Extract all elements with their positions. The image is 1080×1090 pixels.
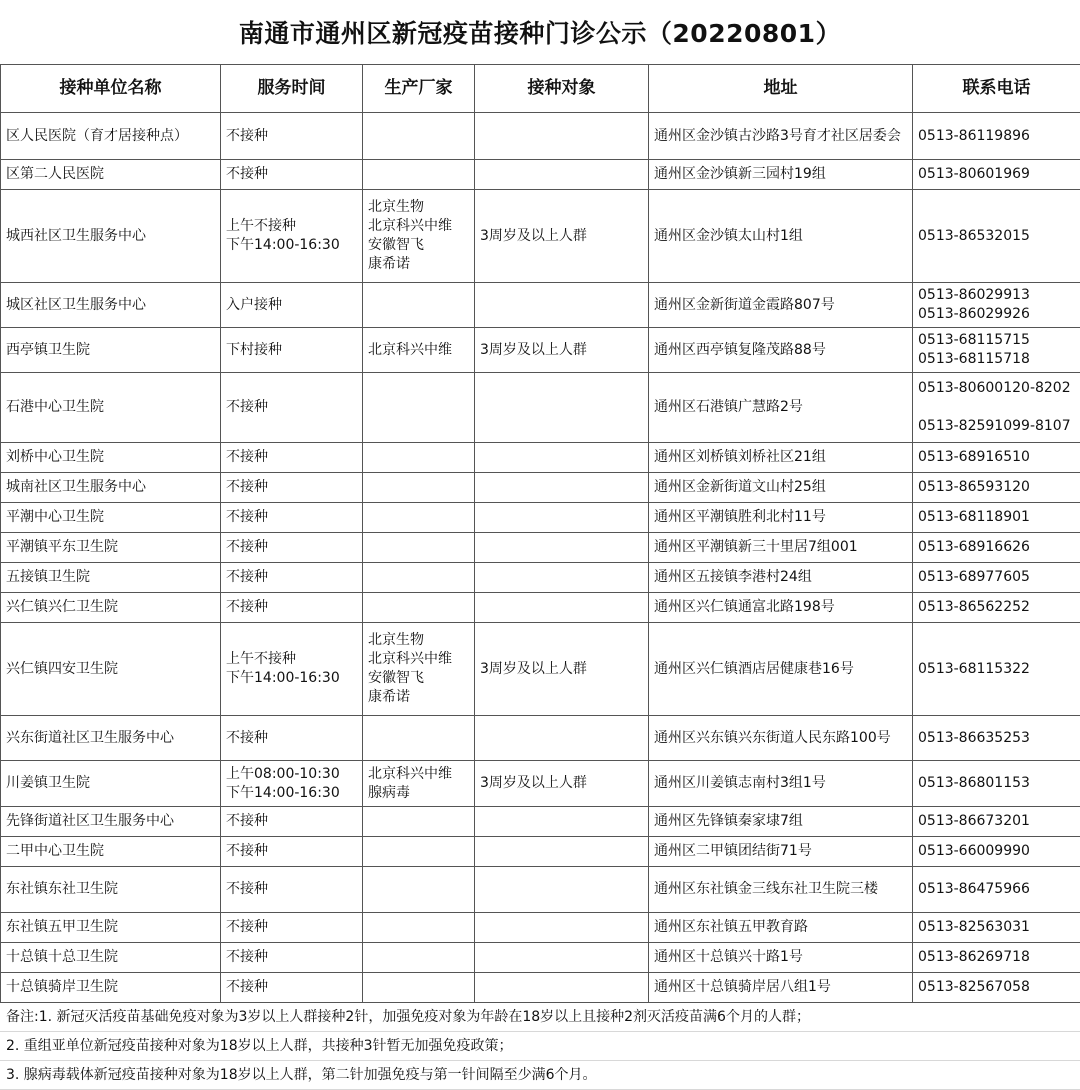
phone-cell: 0513-86593120 — [913, 473, 1080, 503]
page-title: 南通市通州区新冠疫苗接种门诊公示（20220801） — [238, 19, 842, 48]
header-unit-name: 接种单位名称 — [1, 65, 221, 113]
manufacturer-cell: 北京生物 北京科兴中维 安徽智飞 康希诺 — [363, 623, 475, 716]
phone-cell: 0513-80601969 — [913, 160, 1080, 190]
unit-name-cell: 区人民医院（育才居接种点） — [1, 113, 221, 160]
table-row — [1, 973, 1080, 1003]
table-row — [1, 190, 1080, 283]
manufacturer-cell — [363, 593, 475, 623]
manufacturer-cell — [363, 807, 475, 837]
phone-cell: 0513-68916510 — [913, 443, 1080, 473]
target-group-cell — [475, 837, 649, 867]
phone-cell: 0513-86801153 — [913, 761, 1080, 807]
table-header-row — [1, 65, 1080, 113]
unit-name-cell: 城南社区卫生服务中心 — [1, 473, 221, 503]
unit-name-cell: 二甲中心卫生院 — [1, 837, 221, 867]
target-group-cell — [475, 283, 649, 328]
service-time-cell: 不接种 — [221, 973, 363, 1003]
table-row — [1, 563, 1080, 593]
table-row — [1, 283, 1080, 328]
service-time-cell: 不接种 — [221, 837, 363, 867]
header-address: 地址 — [649, 65, 913, 113]
target-group-cell — [475, 373, 649, 443]
address-cell: 通州区兴仁镇通富北路198号 — [649, 593, 913, 623]
manufacturer-cell — [363, 973, 475, 1003]
phone-cell: 0513-86635253 — [913, 716, 1080, 761]
phone-cell: 0513-68977605 — [913, 563, 1080, 593]
unit-name-cell: 城区社区卫生服务中心 — [1, 283, 221, 328]
manufacturer-cell: 北京生物 北京科兴中维 安徽智飞 康希诺 — [363, 190, 475, 283]
target-group-cell: 3周岁及以上人群 — [475, 328, 649, 373]
unit-name-cell: 兴东街道社区卫生服务中心 — [1, 716, 221, 761]
table-row — [1, 113, 1080, 160]
manufacturer-cell — [363, 943, 475, 973]
service-time-cell: 不接种 — [221, 867, 363, 913]
manufacturer-cell: 北京科兴中维 — [363, 328, 475, 373]
note-line: 备注:1. 新冠灭活疫苗基础免疫对象为3岁以上人群接种2针，加强免疫对象为年龄在18岁以上且接种2剂灭活疫苗满6个月的人群； — [0, 1003, 1080, 1032]
phone-cell: 0513-86119896 — [913, 113, 1080, 160]
phone-cell: 0513-82567058 — [913, 973, 1080, 1003]
service-time-cell: 上午08:00-10:30 下午14:00-16:30 — [221, 761, 363, 807]
target-group-cell — [475, 807, 649, 837]
target-group-cell — [475, 716, 649, 761]
address-cell: 通州区十总镇兴十路1号 — [649, 943, 913, 973]
target-group-cell — [475, 913, 649, 943]
unit-name-cell: 东社镇东社卫生院 — [1, 867, 221, 913]
address-cell: 通州区金沙镇新三园村19组 — [649, 160, 913, 190]
unit-name-cell: 十总镇十总卫生院 — [1, 943, 221, 973]
unit-name-cell: 区第二人民医院 — [1, 160, 221, 190]
table-row — [1, 837, 1080, 867]
address-cell: 通州区十总镇骑岸居八组1号 — [649, 973, 913, 1003]
table-row — [1, 807, 1080, 837]
unit-name-cell: 城西社区卫生服务中心 — [1, 190, 221, 283]
unit-name-cell: 东社镇五甲卫生院 — [1, 913, 221, 943]
table-row — [1, 593, 1080, 623]
address-cell: 通州区兴东镇兴东街道人民东路100号 — [649, 716, 913, 761]
service-time-cell: 不接种 — [221, 160, 363, 190]
manufacturer-cell — [363, 867, 475, 913]
unit-name-cell: 西亭镇卫生院 — [1, 328, 221, 373]
header-phone: 联系电话 — [913, 65, 1080, 113]
target-group-cell — [475, 533, 649, 563]
phone-cell: 0513-86029913 0513-86029926 — [913, 283, 1080, 328]
manufacturer-cell — [363, 373, 475, 443]
service-time-cell: 不接种 — [221, 503, 363, 533]
target-group-cell: 3周岁及以上人群 — [475, 623, 649, 716]
service-time-cell: 不接种 — [221, 533, 363, 563]
address-cell: 通州区先锋镇秦家埭7组 — [649, 807, 913, 837]
service-time-cell: 不接种 — [221, 593, 363, 623]
service-time-cell: 不接种 — [221, 113, 363, 160]
address-cell: 通州区川姜镇志南村3组1号 — [649, 761, 913, 807]
table-row — [1, 943, 1080, 973]
phone-cell: 0513-86269718 — [913, 943, 1080, 973]
table-row — [1, 623, 1080, 716]
unit-name-cell: 川姜镇卫生院 — [1, 761, 221, 807]
manufacturer-cell: 北京科兴中维 腺病毒 — [363, 761, 475, 807]
table-row — [1, 328, 1080, 373]
target-group-cell — [475, 473, 649, 503]
address-cell: 通州区金新街道金霞路807号 — [649, 283, 913, 328]
phone-cell: 0513-86673201 — [913, 807, 1080, 837]
target-group-cell — [475, 443, 649, 473]
header-service-time: 服务时间 — [221, 65, 363, 113]
phone-cell: 0513-80600120-8202 0513-82591099-8107 — [913, 373, 1080, 443]
address-cell: 通州区平潮镇新三十里居7组001 — [649, 533, 913, 563]
service-time-cell: 不接种 — [221, 807, 363, 837]
table-row — [1, 716, 1080, 761]
address-cell: 通州区金新街道文山村25组 — [649, 473, 913, 503]
address-cell: 通州区刘桥镇刘桥社区21组 — [649, 443, 913, 473]
manufacturer-cell — [363, 283, 475, 328]
phone-cell: 0513-68115715 0513-68115718 — [913, 328, 1080, 373]
unit-name-cell: 平潮镇平东卫生院 — [1, 533, 221, 563]
unit-name-cell: 平潮中心卫生院 — [1, 503, 221, 533]
phone-cell: 0513-68118901 — [913, 503, 1080, 533]
notes-section — [0, 1003, 1080, 1090]
address-cell: 通州区东社镇五甲教育路 — [649, 913, 913, 943]
unit-name-cell: 十总镇骑岸卫生院 — [1, 973, 221, 1003]
manufacturer-cell — [363, 913, 475, 943]
header-manufacturer: 生产厂家 — [363, 65, 475, 113]
manufacturer-cell — [363, 533, 475, 563]
unit-name-cell: 石港中心卫生院 — [1, 373, 221, 443]
table-row — [1, 160, 1080, 190]
target-group-cell — [475, 503, 649, 533]
unit-name-cell: 兴仁镇四安卫生院 — [1, 623, 221, 716]
address-cell: 通州区金沙镇太山村1组 — [649, 190, 913, 283]
address-cell: 通州区二甲镇团结街71号 — [649, 837, 913, 867]
table-row — [1, 373, 1080, 443]
table-row — [1, 473, 1080, 503]
target-group-cell — [475, 563, 649, 593]
manufacturer-cell — [363, 113, 475, 160]
address-cell: 通州区兴仁镇酒店居健康巷16号 — [649, 623, 913, 716]
table-row — [1, 761, 1080, 807]
target-group-cell: 3周岁及以上人群 — [475, 761, 649, 807]
service-time-cell: 上午不接种 下午14:00-16:30 — [221, 190, 363, 283]
service-time-cell: 不接种 — [221, 563, 363, 593]
target-group-cell: 3周岁及以上人群 — [475, 190, 649, 283]
service-time-cell: 不接种 — [221, 443, 363, 473]
address-cell: 通州区平潮镇胜利北村11号 — [649, 503, 913, 533]
address-cell: 通州区东社镇金三线东社卫生院三楼 — [649, 867, 913, 913]
target-group-cell — [475, 113, 649, 160]
address-cell: 通州区五接镇李港村24组 — [649, 563, 913, 593]
phone-cell: 0513-68115322 — [913, 623, 1080, 716]
table-row — [1, 533, 1080, 563]
phone-cell: 0513-86475966 — [913, 867, 1080, 913]
manufacturer-cell — [363, 716, 475, 761]
service-time-cell: 入户接种 — [221, 283, 363, 328]
target-group-cell — [475, 943, 649, 973]
phone-cell: 0513-86562252 — [913, 593, 1080, 623]
service-time-cell: 不接种 — [221, 943, 363, 973]
table-row — [1, 503, 1080, 533]
manufacturer-cell — [363, 563, 475, 593]
target-group-cell — [475, 867, 649, 913]
service-time-cell: 上午不接种 下午14:00-16:30 — [221, 623, 363, 716]
manufacturer-cell — [363, 473, 475, 503]
phone-cell: 0513-82563031 — [913, 913, 1080, 943]
service-time-cell: 不接种 — [221, 373, 363, 443]
target-group-cell — [475, 593, 649, 623]
table-row — [1, 913, 1080, 943]
target-group-cell — [475, 973, 649, 1003]
address-cell: 通州区西亭镇复隆茂路88号 — [649, 328, 913, 373]
note-line: 2. 重组亚单位新冠疫苗接种对象为18岁以上人群，共接种3针暂无加强免疫政策； — [0, 1032, 1080, 1061]
phone-cell: 0513-86532015 — [913, 190, 1080, 283]
table-row — [1, 867, 1080, 913]
manufacturer-cell — [363, 443, 475, 473]
unit-name-cell: 先锋街道社区卫生服务中心 — [1, 807, 221, 837]
unit-name-cell: 刘桥中心卫生院 — [1, 443, 221, 473]
address-cell: 通州区金沙镇古沙路3号育才社区居委会 — [649, 113, 913, 160]
phone-cell: 0513-68916626 — [913, 533, 1080, 563]
table-row — [1, 443, 1080, 473]
service-time-cell: 下村接种 — [221, 328, 363, 373]
address-cell: 通州区石港镇广慧路2号 — [649, 373, 913, 443]
note-line: 3. 腺病毒载体新冠疫苗接种对象为18岁以上人群，第二针加强免疫与第一针间隔至少满6个月。 — [0, 1061, 1080, 1090]
target-group-cell — [475, 160, 649, 190]
manufacturer-cell — [363, 503, 475, 533]
unit-name-cell: 五接镇卫生院 — [1, 563, 221, 593]
clinic-table — [0, 64, 1080, 1003]
service-time-cell: 不接种 — [221, 473, 363, 503]
service-time-cell: 不接种 — [221, 913, 363, 943]
manufacturer-cell — [363, 837, 475, 867]
service-time-cell: 不接种 — [221, 716, 363, 761]
manufacturer-cell — [363, 160, 475, 190]
header-target-group: 接种对象 — [475, 65, 649, 113]
phone-cell: 0513-66009990 — [913, 837, 1080, 867]
unit-name-cell: 兴仁镇兴仁卫生院 — [1, 593, 221, 623]
